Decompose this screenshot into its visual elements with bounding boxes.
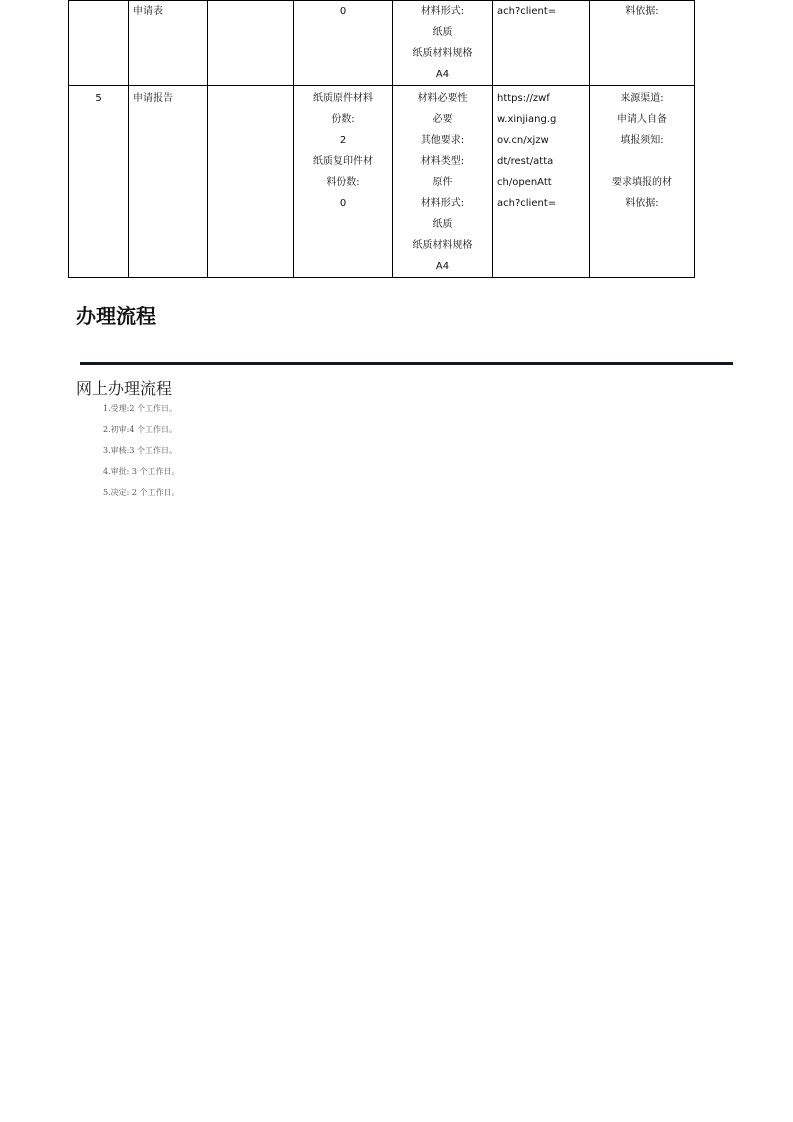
source-cell [590,86,695,278]
cell-line: ach?client= [497,6,557,17]
blank-cell [208,86,294,278]
cell-line: 0 [339,6,347,17]
list-item: 4.审批: 3 个工作日。 [103,467,180,476]
cell-line: 材料形式: [420,6,465,17]
list-item: 2.初审:4 个工作日。 [103,425,177,434]
cell-line: w.xinjiang.g [497,114,557,125]
blank-cell [208,1,294,86]
row-number: 5 [69,86,129,278]
cell-line: 材料形式: [420,198,465,209]
cell-line: 纸质 [432,27,453,38]
copies-cell [294,86,393,278]
cell-line: 必要 [432,114,453,125]
cell-line: 料依据: [625,198,659,209]
requirements-cell [393,86,493,278]
link-cell [493,1,590,86]
row-number [69,1,129,86]
cell-line: https://zwf [497,93,550,104]
material-name: 申请表 [129,1,208,86]
link-cell [493,86,590,278]
cell-line: dt/rest/atta [497,156,554,167]
cell-line: 纸质 [432,219,453,230]
list-item: 1.受理:2 个工作日。 [103,404,177,413]
cell-line: 其他要求: [420,135,465,146]
cell-line: A4 [435,69,450,80]
cell-line: 料份数: [326,177,360,188]
section-title: 办理流程 [76,304,156,328]
cell-line: 材料类型: [420,156,465,167]
material-name: 申请报告 [129,86,208,278]
subsection-title: 网上办理流程 [76,379,173,398]
cell-line: 申请人自备 [617,114,667,125]
list-item: 3.审核:3 个工作日。 [103,446,177,455]
source-cell [590,1,695,86]
cell-line: 0 [339,198,347,209]
cell-line: 原件 [432,177,453,188]
cell-line: 纸质复印件材 [313,156,373,167]
cell-line: 来源渠道: [620,93,664,104]
cell-line: ach?client= [497,198,557,209]
process-steps-list [103,398,180,503]
copies-cell [294,1,393,86]
cell-line: A4 [435,261,450,272]
materials-table [68,0,695,278]
cell-line [594,151,690,172]
cell-line: 要求填报的材 [612,177,672,188]
section-divider [80,362,733,365]
list-item: 5.决定: 2 个工作日。 [103,488,180,497]
cell-line: 纸质材料规格 [412,48,473,59]
cell-line: 材料必要性 [417,93,468,104]
cell-line: 纸质材料规格 [412,240,473,251]
cell-line: 纸质原件材料 [313,93,373,104]
cell-line: 料依据: [625,6,659,17]
requirements-cell [393,1,493,86]
table-row [69,1,695,86]
cell-line: ov.cn/xjzw [497,135,549,146]
cell-line: 份数: [331,114,355,125]
table-row [69,86,695,278]
cell-line: 填报须知: [620,135,664,146]
cell-line: ch/openAtt [497,177,552,188]
cell-line: 2 [339,135,347,146]
